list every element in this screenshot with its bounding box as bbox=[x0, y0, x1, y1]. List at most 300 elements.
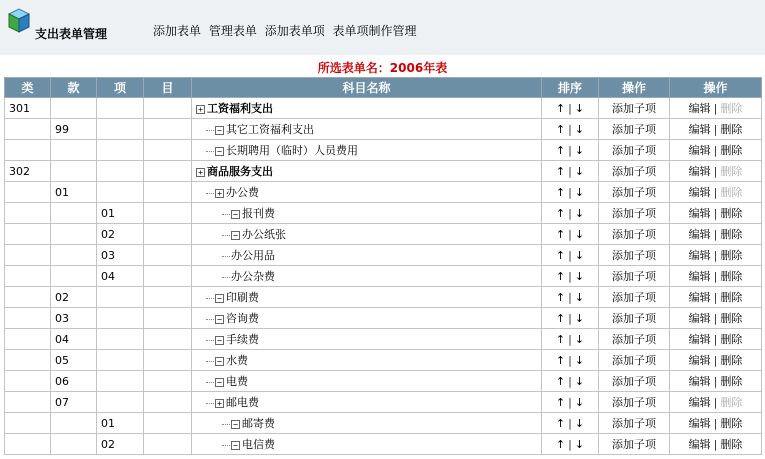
cell-kuan bbox=[51, 434, 97, 455]
edit-link[interactable]: 编辑 bbox=[688, 438, 711, 451]
add-child-link[interactable]: 添加子项 bbox=[612, 438, 656, 451]
cell-add-child bbox=[599, 203, 670, 224]
cell-lei bbox=[5, 245, 51, 266]
cell-mu bbox=[144, 392, 192, 413]
subject-table bbox=[4, 77, 762, 455]
collapse-icon[interactable]: − bbox=[231, 231, 240, 240]
nav-add-form-item[interactable]: 添加表单项 bbox=[264, 24, 325, 38]
cell-mu bbox=[144, 329, 192, 350]
separator: | bbox=[568, 122, 572, 136]
delete-link[interactable]: 删除 bbox=[720, 375, 743, 388]
cell-xiang: 01 bbox=[97, 203, 144, 224]
add-child-link[interactable]: 添加子项 bbox=[612, 312, 656, 325]
subject-name: 办公杂费 bbox=[231, 270, 275, 283]
nav-form-item-management[interactable]: 表单项制作管理 bbox=[332, 24, 417, 38]
separator: | bbox=[713, 207, 718, 220]
cell-kuan: 05 bbox=[51, 350, 97, 371]
cell-sort bbox=[542, 350, 599, 371]
cell-subject-name bbox=[192, 266, 542, 287]
selected-form-title: 所选表单名：2006年表 bbox=[317, 61, 448, 75]
cell-edit-delete bbox=[670, 329, 762, 350]
cell-sort bbox=[542, 308, 599, 329]
cell-subject-name bbox=[192, 161, 542, 182]
cell-subject-name bbox=[192, 287, 542, 308]
cell-xiang bbox=[97, 392, 144, 413]
add-child-link[interactable]: 添加子项 bbox=[612, 144, 656, 157]
separator: | bbox=[568, 395, 572, 409]
subject-name: 办公费 bbox=[226, 186, 259, 199]
edit-link[interactable]: 编辑 bbox=[688, 207, 711, 220]
col-header-subject-name: 科目名称 bbox=[192, 78, 542, 98]
cell-xiang bbox=[97, 350, 144, 371]
cell-sort bbox=[542, 434, 599, 455]
col-header-xiang: 项 bbox=[97, 78, 144, 98]
cell-subject-name bbox=[192, 224, 542, 245]
cell-add-child bbox=[599, 224, 670, 245]
expand-icon[interactable]: + bbox=[196, 105, 205, 114]
cell-edit-delete bbox=[670, 287, 762, 308]
separator: | bbox=[568, 101, 572, 115]
cell-add-child bbox=[599, 161, 670, 182]
move-up-arrow-icon[interactable]: ↑ bbox=[555, 311, 566, 325]
separator: | bbox=[713, 333, 718, 346]
delete-link[interactable]: 删除 bbox=[720, 291, 743, 304]
subject-name: 办公纸张 bbox=[242, 228, 286, 241]
collapse-icon[interactable]: − bbox=[215, 336, 224, 345]
cell-kuan: 03 bbox=[51, 308, 97, 329]
cell-kuan: 02 bbox=[51, 287, 97, 308]
move-down-arrow-icon[interactable]: ↓ bbox=[574, 311, 585, 325]
add-child-link[interactable]: 添加子项 bbox=[612, 291, 656, 304]
cell-add-child bbox=[599, 266, 670, 287]
subject-name: 印刷费 bbox=[226, 291, 259, 304]
cell-mu bbox=[144, 161, 192, 182]
delete-link[interactable]: 删除 bbox=[720, 144, 743, 157]
cell-kuan: 06 bbox=[51, 371, 97, 392]
table-row bbox=[5, 161, 762, 182]
collapse-icon[interactable]: − bbox=[215, 378, 224, 387]
table-row bbox=[5, 413, 762, 434]
collapse-icon[interactable]: − bbox=[231, 210, 240, 219]
move-up-arrow-icon[interactable]: ↑ bbox=[555, 206, 566, 220]
add-child-link[interactable]: 添加子项 bbox=[612, 123, 656, 136]
delete-link[interactable]: 删除 bbox=[720, 207, 743, 220]
cell-edit-delete bbox=[670, 119, 762, 140]
move-down-arrow-icon[interactable]: ↓ bbox=[574, 185, 585, 199]
cell-xiang bbox=[97, 119, 144, 140]
cell-add-child bbox=[599, 119, 670, 140]
cell-mu bbox=[144, 287, 192, 308]
cell-edit-delete bbox=[670, 350, 762, 371]
separator: | bbox=[568, 143, 572, 157]
move-down-arrow-icon[interactable]: ↓ bbox=[574, 101, 585, 115]
cell-subject-name bbox=[192, 203, 542, 224]
cell-sort bbox=[542, 266, 599, 287]
table-header-row bbox=[5, 78, 762, 98]
col-header-sort: 排序 bbox=[542, 78, 599, 98]
collapse-icon[interactable]: − bbox=[231, 420, 240, 429]
edit-link[interactable]: 编辑 bbox=[688, 249, 711, 262]
move-up-arrow-icon[interactable]: ↑ bbox=[555, 164, 566, 178]
separator: | bbox=[713, 396, 718, 409]
delete-link[interactable]: 删除 bbox=[720, 333, 743, 346]
tree-connector bbox=[222, 424, 230, 425]
cell-edit-delete bbox=[670, 308, 762, 329]
delete-link[interactable]: 删除 bbox=[720, 123, 743, 136]
cell-xiang bbox=[97, 308, 144, 329]
table-body bbox=[5, 98, 762, 455]
collapse-icon[interactable]: − bbox=[231, 441, 240, 450]
cell-lei bbox=[5, 266, 51, 287]
cell-lei bbox=[5, 350, 51, 371]
cell-add-child bbox=[599, 434, 670, 455]
table-row bbox=[5, 287, 762, 308]
separator: | bbox=[713, 123, 718, 136]
delete-link[interactable]: 删除 bbox=[720, 312, 743, 325]
cell-add-child bbox=[599, 98, 670, 119]
cell-subject-name bbox=[192, 140, 542, 161]
cell-add-child bbox=[599, 308, 670, 329]
cell-mu bbox=[144, 203, 192, 224]
move-down-arrow-icon[interactable]: ↓ bbox=[574, 143, 585, 157]
separator: | bbox=[568, 290, 572, 304]
subject-name: 电信费 bbox=[242, 438, 275, 451]
subject-name: 水费 bbox=[226, 354, 248, 367]
cell-xiang bbox=[97, 329, 144, 350]
cell-xiang bbox=[97, 161, 144, 182]
delete-link[interactable]: 删除 bbox=[720, 270, 743, 283]
move-down-arrow-icon[interactable]: ↓ bbox=[574, 164, 585, 178]
move-up-arrow-icon[interactable]: ↑ bbox=[555, 269, 566, 283]
col-header-kuan: 款 bbox=[51, 78, 97, 98]
delete-link: 删除 bbox=[720, 396, 743, 409]
move-up-arrow-icon[interactable]: ↑ bbox=[555, 143, 566, 157]
add-child-link[interactable]: 添加子项 bbox=[612, 207, 656, 220]
table-row bbox=[5, 182, 762, 203]
col-header-action-2: 操作 bbox=[670, 78, 762, 98]
tree-connector bbox=[206, 361, 214, 362]
edit-link[interactable]: 编辑 bbox=[688, 396, 711, 409]
separator: | bbox=[713, 354, 718, 367]
cell-xiang bbox=[97, 182, 144, 203]
delete-link[interactable]: 删除 bbox=[720, 228, 743, 241]
subject-name: 其它工资福利支出 bbox=[226, 123, 314, 136]
cell-subject-name bbox=[192, 434, 542, 455]
move-up-arrow-icon[interactable]: ↑ bbox=[555, 416, 566, 430]
move-up-arrow-icon[interactable]: ↑ bbox=[555, 395, 566, 409]
delete-link[interactable]: 删除 bbox=[720, 438, 743, 451]
separator: | bbox=[713, 144, 718, 157]
separator: | bbox=[568, 332, 572, 346]
cell-xiang: 01 bbox=[97, 413, 144, 434]
edit-link[interactable]: 编辑 bbox=[688, 417, 711, 430]
collapse-icon[interactable]: − bbox=[215, 294, 224, 303]
table-row bbox=[5, 224, 762, 245]
move-down-arrow-icon[interactable]: ↓ bbox=[574, 206, 585, 220]
move-down-arrow-icon[interactable]: ↓ bbox=[574, 416, 585, 430]
add-child-link[interactable]: 添加子项 bbox=[612, 333, 656, 346]
move-down-arrow-icon[interactable]: ↓ bbox=[574, 395, 585, 409]
cell-kuan bbox=[51, 413, 97, 434]
nav-manage-forms[interactable]: 管理表单 bbox=[208, 24, 257, 38]
move-down-arrow-icon[interactable]: ↓ bbox=[574, 353, 585, 367]
app-title: 支出表单管理 bbox=[35, 27, 108, 41]
move-up-arrow-icon[interactable]: ↑ bbox=[555, 353, 566, 367]
add-child-link[interactable]: 添加子项 bbox=[612, 165, 656, 178]
move-up-arrow-icon[interactable]: ↑ bbox=[555, 290, 566, 304]
separator: | bbox=[713, 186, 718, 199]
expand-icon[interactable]: + bbox=[196, 168, 205, 177]
expand-icon[interactable]: + bbox=[215, 399, 224, 408]
add-child-link[interactable]: 添加子项 bbox=[612, 102, 656, 115]
subject-name: 工资福利支出 bbox=[207, 102, 273, 115]
collapse-icon[interactable]: − bbox=[215, 147, 224, 156]
table-row bbox=[5, 98, 762, 119]
cell-xiang bbox=[97, 98, 144, 119]
move-up-arrow-icon[interactable]: ↑ bbox=[555, 122, 566, 136]
separator: | bbox=[713, 102, 718, 115]
edit-link[interactable]: 编辑 bbox=[688, 312, 711, 325]
cell-kuan: 07 bbox=[51, 392, 97, 413]
cell-edit-delete bbox=[670, 371, 762, 392]
cell-sort bbox=[542, 245, 599, 266]
tree-connector bbox=[206, 151, 214, 152]
add-child-link[interactable]: 添加子项 bbox=[612, 186, 656, 199]
cell-sort bbox=[542, 182, 599, 203]
edit-link[interactable]: 编辑 bbox=[688, 354, 711, 367]
cell-lei bbox=[5, 413, 51, 434]
cell-subject-name bbox=[192, 98, 542, 119]
cell-mu bbox=[144, 350, 192, 371]
cell-subject-name bbox=[192, 119, 542, 140]
tree-connector bbox=[222, 277, 230, 278]
cell-kuan bbox=[51, 203, 97, 224]
separator: | bbox=[568, 206, 572, 220]
header-bar bbox=[0, 0, 765, 55]
subject-name: 咨询费 bbox=[226, 312, 259, 325]
move-down-arrow-icon[interactable]: ↓ bbox=[574, 122, 585, 136]
cell-kuan: 99 bbox=[51, 119, 97, 140]
edit-link[interactable]: 编辑 bbox=[688, 186, 711, 199]
table-row bbox=[5, 266, 762, 287]
cell-subject-name bbox=[192, 350, 542, 371]
cell-edit-delete bbox=[670, 203, 762, 224]
nav-add-form[interactable]: 添加表单 bbox=[153, 24, 202, 38]
separator: | bbox=[713, 270, 718, 283]
separator: | bbox=[568, 416, 572, 430]
tree-connector bbox=[222, 256, 230, 257]
cell-kuan: 01 bbox=[51, 182, 97, 203]
cell-lei bbox=[5, 371, 51, 392]
move-up-arrow-icon[interactable]: ↑ bbox=[555, 185, 566, 199]
cell-add-child bbox=[599, 329, 670, 350]
cell-edit-delete bbox=[670, 245, 762, 266]
cell-edit-delete bbox=[670, 224, 762, 245]
separator: | bbox=[568, 185, 572, 199]
move-down-arrow-icon[interactable]: ↓ bbox=[574, 437, 585, 451]
cell-subject-name bbox=[192, 413, 542, 434]
move-up-arrow-icon[interactable]: ↑ bbox=[555, 374, 566, 388]
separator: | bbox=[713, 438, 718, 451]
edit-link[interactable]: 编辑 bbox=[688, 270, 711, 283]
add-child-link[interactable]: 添加子项 bbox=[612, 354, 656, 367]
cell-xiang: 04 bbox=[97, 266, 144, 287]
cell-mu bbox=[144, 434, 192, 455]
add-child-link[interactable]: 添加子项 bbox=[612, 396, 656, 409]
delete-link: 删除 bbox=[720, 102, 743, 115]
add-child-link[interactable]: 添加子项 bbox=[612, 249, 656, 262]
cell-edit-delete bbox=[670, 266, 762, 287]
cell-mu bbox=[144, 371, 192, 392]
move-down-arrow-icon[interactable]: ↓ bbox=[574, 332, 585, 346]
cell-kuan bbox=[51, 266, 97, 287]
cell-add-child bbox=[599, 350, 670, 371]
cell-sort bbox=[542, 140, 599, 161]
cell-add-child bbox=[599, 413, 670, 434]
add-child-link[interactable]: 添加子项 bbox=[612, 417, 656, 430]
collapse-icon[interactable]: − bbox=[215, 315, 224, 324]
delete-link[interactable]: 删除 bbox=[720, 417, 743, 430]
edit-link[interactable]: 编辑 bbox=[688, 102, 711, 115]
cell-sort bbox=[542, 392, 599, 413]
cell-lei bbox=[5, 434, 51, 455]
cell-mu bbox=[144, 413, 192, 434]
cell-kuan bbox=[51, 245, 97, 266]
separator: | bbox=[568, 374, 572, 388]
add-child-link[interactable]: 添加子项 bbox=[612, 375, 656, 388]
delete-link: 删除 bbox=[720, 186, 743, 199]
cell-edit-delete bbox=[670, 98, 762, 119]
edit-link[interactable]: 编辑 bbox=[688, 144, 711, 157]
separator: | bbox=[568, 248, 572, 262]
subject-name: 手续费 bbox=[226, 333, 259, 346]
edit-link[interactable]: 编辑 bbox=[688, 333, 711, 346]
subject-name: 长期聘用（临时）人员费用 bbox=[226, 144, 358, 157]
cell-sort bbox=[542, 287, 599, 308]
cell-lei bbox=[5, 140, 51, 161]
cell-xiang bbox=[97, 140, 144, 161]
cell-lei bbox=[5, 287, 51, 308]
cell-lei bbox=[5, 329, 51, 350]
separator: | bbox=[713, 291, 718, 304]
cell-lei bbox=[5, 182, 51, 203]
cell-sort bbox=[542, 203, 599, 224]
table-row bbox=[5, 245, 762, 266]
cell-edit-delete bbox=[670, 413, 762, 434]
add-child-link[interactable]: 添加子项 bbox=[612, 228, 656, 241]
move-up-arrow-icon[interactable]: ↑ bbox=[555, 101, 566, 115]
move-up-arrow-icon[interactable]: ↑ bbox=[555, 227, 566, 241]
tree-connector bbox=[206, 340, 214, 341]
cell-kuan bbox=[51, 140, 97, 161]
cell-lei bbox=[5, 224, 51, 245]
separator: | bbox=[568, 437, 572, 451]
cell-kuan bbox=[51, 161, 97, 182]
separator: | bbox=[713, 417, 718, 430]
collapse-icon[interactable]: − bbox=[215, 126, 224, 135]
edit-link[interactable]: 编辑 bbox=[688, 375, 711, 388]
cell-add-child bbox=[599, 392, 670, 413]
table-row bbox=[5, 392, 762, 413]
tree-connector bbox=[206, 193, 214, 194]
delete-link[interactable]: 删除 bbox=[720, 249, 743, 262]
delete-link[interactable]: 删除 bbox=[720, 354, 743, 367]
cell-mu bbox=[144, 266, 192, 287]
move-up-arrow-icon[interactable]: ↑ bbox=[555, 437, 566, 451]
table-row bbox=[5, 371, 762, 392]
edit-link[interactable]: 编辑 bbox=[688, 123, 711, 136]
edit-link[interactable]: 编辑 bbox=[688, 291, 711, 304]
cell-xiang: 03 bbox=[97, 245, 144, 266]
tree-connector bbox=[206, 298, 214, 299]
table-row bbox=[5, 119, 762, 140]
cell-sort bbox=[542, 413, 599, 434]
cell-edit-delete bbox=[670, 140, 762, 161]
move-up-arrow-icon[interactable]: ↑ bbox=[555, 248, 566, 262]
cell-sort bbox=[542, 371, 599, 392]
move-down-arrow-icon[interactable]: ↓ bbox=[574, 269, 585, 283]
table-row bbox=[5, 434, 762, 455]
edit-link[interactable]: 编辑 bbox=[688, 165, 711, 178]
cell-sort bbox=[542, 224, 599, 245]
move-down-arrow-icon[interactable]: ↓ bbox=[574, 248, 585, 262]
cell-add-child bbox=[599, 287, 670, 308]
table-row bbox=[5, 329, 762, 350]
move-down-arrow-icon[interactable]: ↓ bbox=[574, 374, 585, 388]
cell-subject-name bbox=[192, 329, 542, 350]
separator: | bbox=[568, 164, 572, 178]
cell-lei bbox=[5, 119, 51, 140]
cell-edit-delete bbox=[670, 434, 762, 455]
table-row bbox=[5, 203, 762, 224]
cell-subject-name bbox=[192, 392, 542, 413]
cell-mu bbox=[144, 308, 192, 329]
move-down-arrow-icon[interactable]: ↓ bbox=[574, 290, 585, 304]
cell-lei bbox=[5, 203, 51, 224]
cell-xiang bbox=[97, 287, 144, 308]
col-header-lei: 类 bbox=[5, 78, 51, 98]
separator: | bbox=[568, 227, 572, 241]
tree-connector bbox=[206, 403, 214, 404]
cell-sort bbox=[542, 98, 599, 119]
cell-lei bbox=[5, 308, 51, 329]
move-up-arrow-icon[interactable]: ↑ bbox=[555, 332, 566, 346]
separator: | bbox=[713, 312, 718, 325]
tree-connector bbox=[206, 130, 214, 131]
subject-name: 邮电费 bbox=[226, 396, 259, 409]
cell-lei bbox=[5, 392, 51, 413]
separator: | bbox=[713, 165, 718, 178]
move-down-arrow-icon[interactable]: ↓ bbox=[574, 227, 585, 241]
cell-edit-delete bbox=[670, 161, 762, 182]
expand-icon[interactable]: + bbox=[215, 189, 224, 198]
subject-name: 商品服务支出 bbox=[207, 165, 273, 178]
cell-subject-name bbox=[192, 371, 542, 392]
edit-link[interactable]: 编辑 bbox=[688, 228, 711, 241]
table-row bbox=[5, 140, 762, 161]
cell-add-child bbox=[599, 371, 670, 392]
tree-connector bbox=[222, 445, 230, 446]
collapse-icon[interactable]: − bbox=[215, 357, 224, 366]
tree-connector bbox=[206, 319, 214, 320]
cell-subject-name bbox=[192, 245, 542, 266]
cell-edit-delete bbox=[670, 392, 762, 413]
add-child-link[interactable]: 添加子项 bbox=[612, 270, 656, 283]
cell-kuan bbox=[51, 98, 97, 119]
cell-lei: 301 bbox=[5, 98, 51, 119]
cell-sort bbox=[542, 161, 599, 182]
separator: | bbox=[568, 311, 572, 325]
